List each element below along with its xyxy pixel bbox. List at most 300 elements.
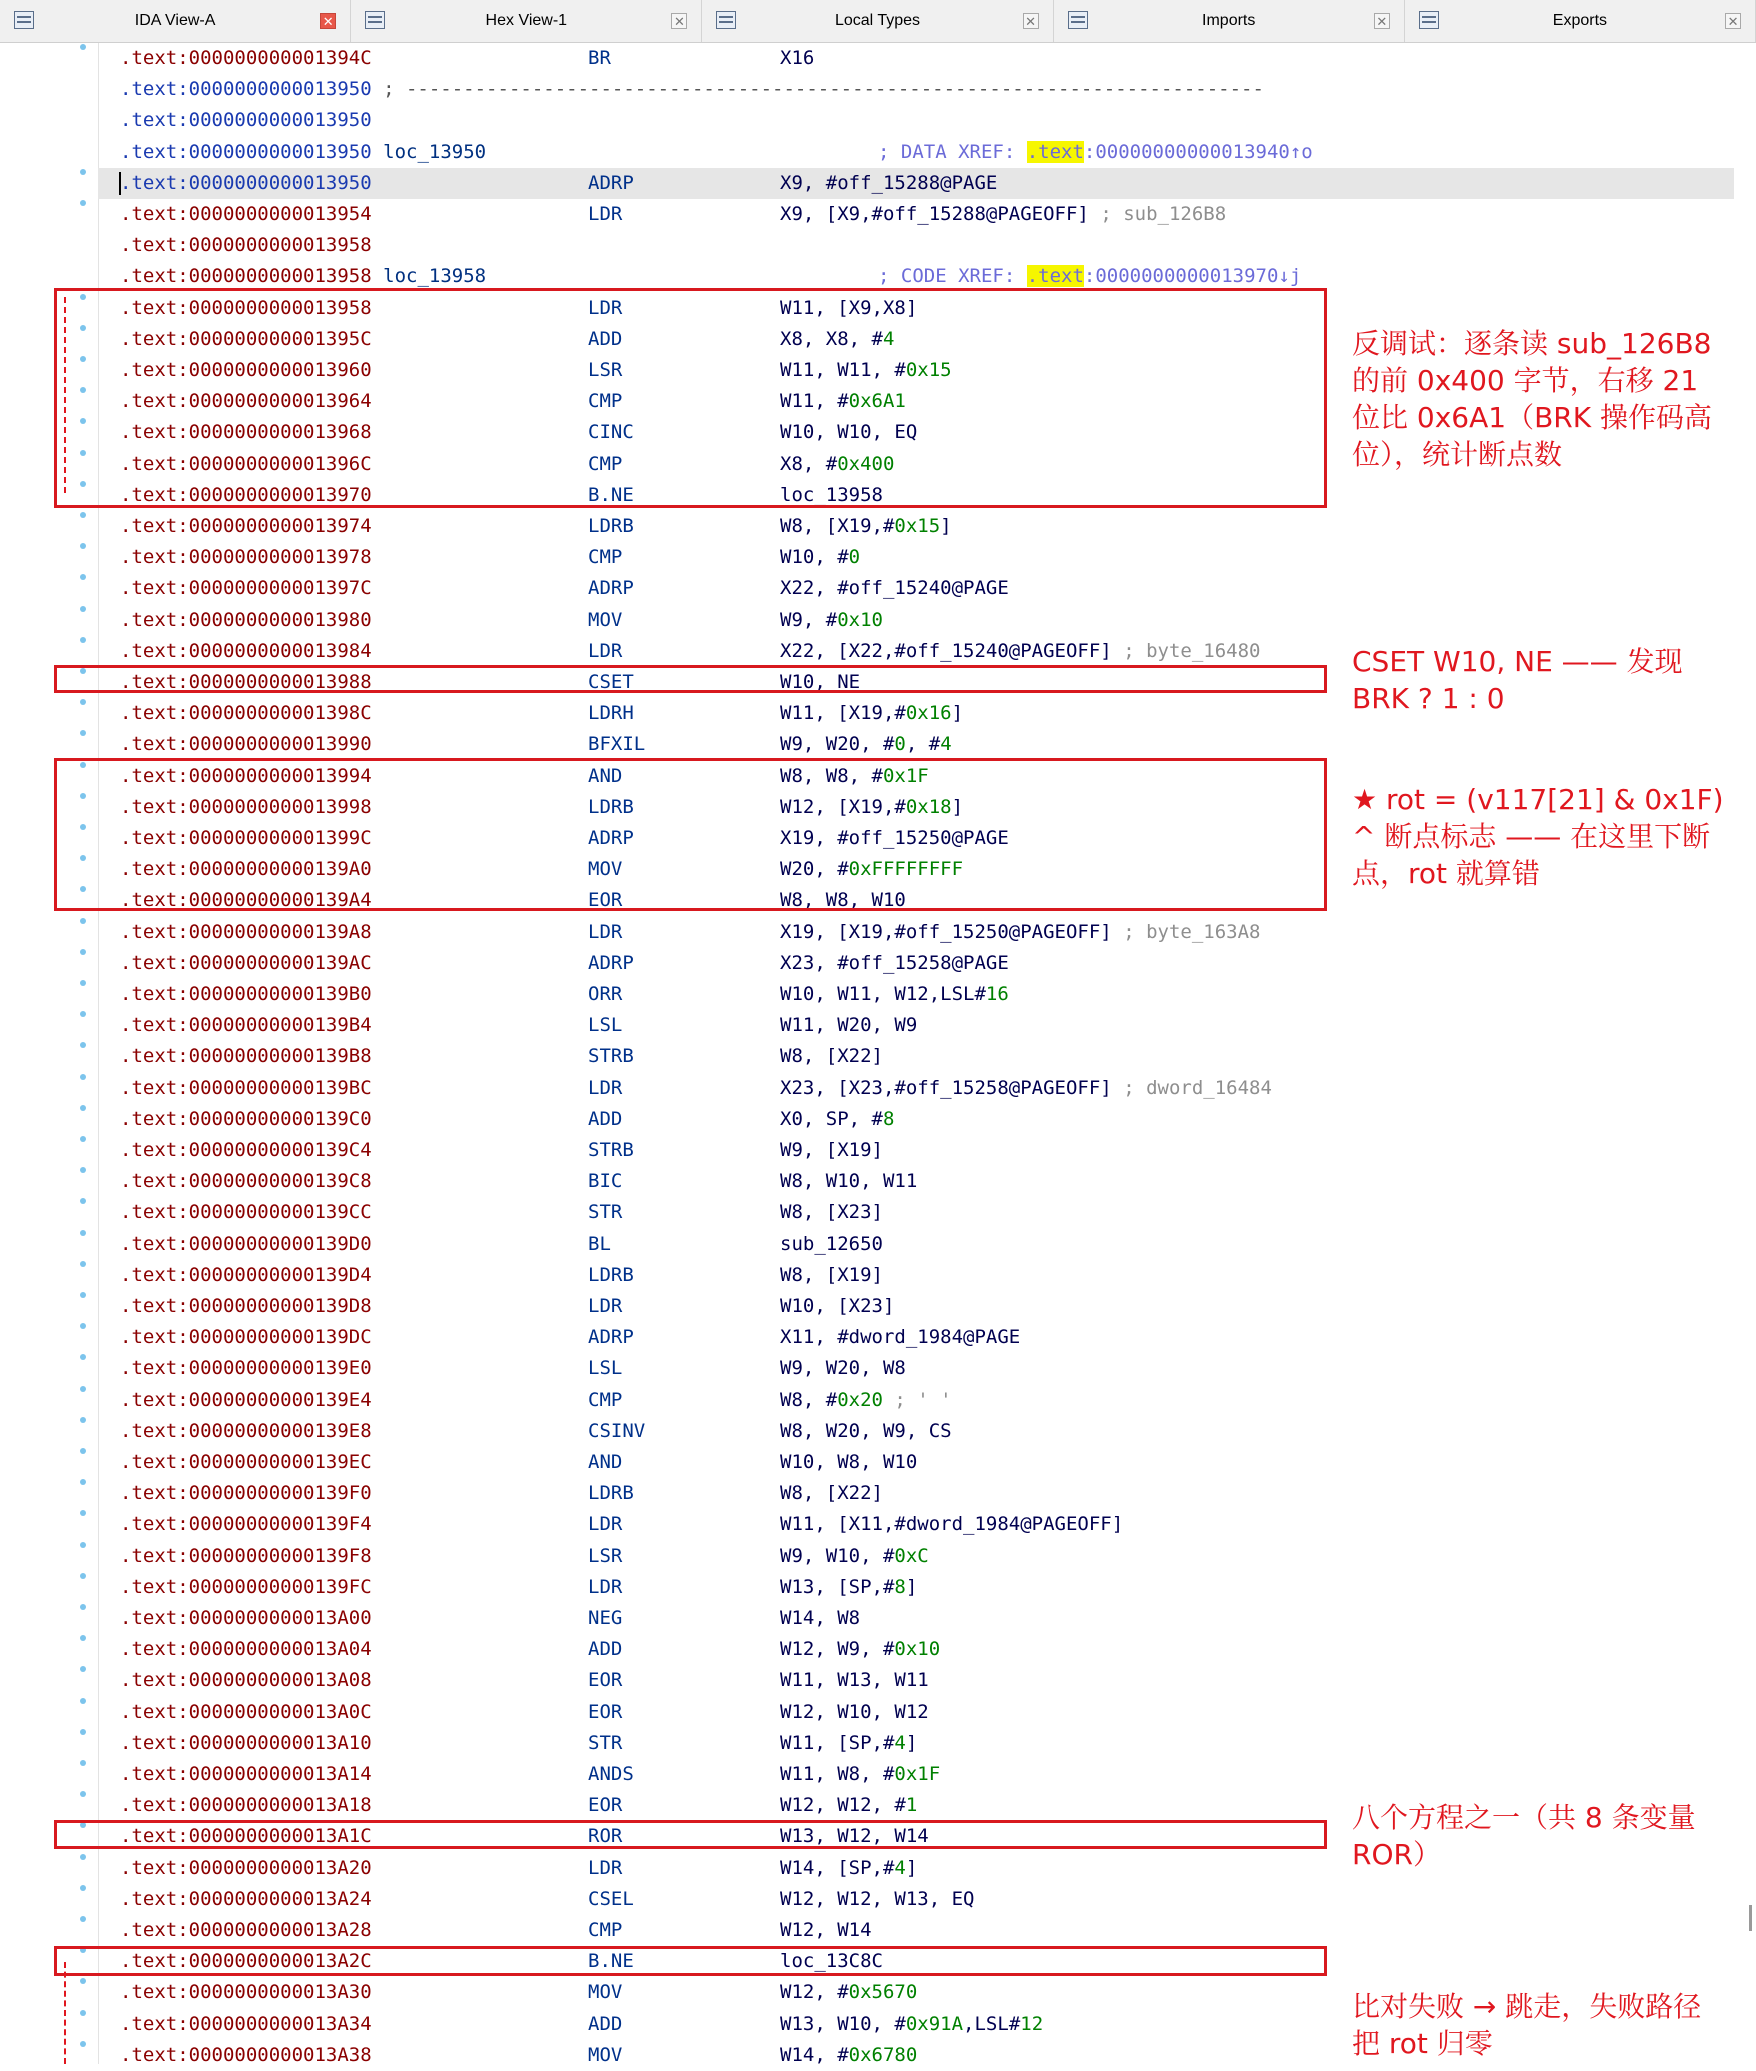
- address[interactable]: [120, 1977, 372, 2008]
- tab-ida-view-a[interactable]: [0, 0, 351, 42]
- address[interactable]: [120, 542, 372, 573]
- address[interactable]: [120, 1697, 372, 1728]
- listing-row[interactable]: [98, 1728, 1734, 1759]
- operands[interactable]: W12, #0x5670: [780, 1981, 918, 2004]
- listing-row[interactable]: [98, 1634, 1734, 1665]
- operands[interactable]: X11, #dword_1984@PAGE: [780, 1326, 1021, 1349]
- mnemonic: LSR: [588, 1544, 623, 1567]
- operands[interactable]: W11, [X9,X8]: [780, 296, 918, 319]
- operands[interactable]: W12, W12, W13, EQ: [780, 1887, 975, 1910]
- address-text: .text:00000000000139CC: [120, 1201, 372, 1224]
- address[interactable]: [120, 1603, 372, 1634]
- address-text: .text:0000000000013A20: [120, 1856, 372, 1879]
- listing-row[interactable]: [98, 1416, 1734, 1447]
- mnemonic: MOV: [588, 858, 623, 881]
- breakpoint-dot[interactable]: [80, 1760, 86, 1766]
- listing-row[interactable]: [98, 605, 1734, 636]
- listing-row[interactable]: [98, 1322, 1734, 1353]
- address[interactable]: [120, 636, 372, 667]
- address-text: .text:00000000000139C4: [120, 1139, 372, 1161]
- operands[interactable]: W10, W10, EQ: [780, 421, 918, 444]
- listing-row[interactable]: [98, 1260, 1734, 1291]
- anti-debug-note: 反调试：逐条读 sub_126B8 的前 0x400 字节，右移 21 位比 0x6A1（BRK 操作码高 位），统计断点数: [1352, 327, 1712, 471]
- address-text: .text:00000000000139D8: [120, 1295, 372, 1317]
- breakpoint-dot[interactable]: [80, 1417, 86, 1423]
- address[interactable]: [120, 168, 372, 199]
- address[interactable]: [120, 1104, 372, 1135]
- listing-row[interactable]: [98, 1073, 1734, 1104]
- close-icon[interactable]: ✕: [1725, 13, 1741, 29]
- address-text: .text:0000000000013A24: [120, 1887, 372, 1910]
- address-text: .text:0000000000013A10: [120, 1731, 372, 1754]
- address[interactable]: [120, 105, 372, 136]
- operands[interactable]: X9, [X9,#off_15288@PAGEOFF]: [780, 203, 1089, 225]
- operands[interactable]: sub_12650: [780, 1232, 883, 1255]
- breakpoint-dot[interactable]: [80, 44, 86, 50]
- mnemonic: AND: [588, 1451, 623, 1473]
- operands[interactable]: W20, #0xFFFFFFFF: [780, 858, 964, 881]
- breakpoint-dot[interactable]: [80, 1074, 86, 1080]
- operands[interactable]: X8, X8, #4: [780, 327, 895, 350]
- cset-box: [54, 665, 1327, 693]
- address[interactable]: [120, 2040, 372, 2071]
- address[interactable]: [120, 230, 372, 261]
- tab-label: Hex View-1: [485, 12, 568, 29]
- operands[interactable]: X22, #off_15240@PAGE: [780, 577, 1009, 600]
- address[interactable]: [120, 1385, 372, 1416]
- mnemonic: CSET: [588, 671, 634, 693]
- listing-row[interactable]: [98, 1572, 1734, 1603]
- operands[interactable]: W11, W11, #0x15: [780, 359, 952, 381]
- mnemonic: CMP: [588, 452, 623, 475]
- tab-hex-view-1[interactable]: [351, 0, 702, 42]
- breakpoint-dot[interactable]: [80, 606, 86, 612]
- mnemonic: LSR: [588, 359, 623, 381]
- listing-row[interactable]: [98, 43, 1734, 74]
- operands[interactable]: W10, W11, W12,LSL#16: [780, 983, 1009, 1005]
- mnemonic: LDRB: [588, 515, 634, 537]
- address[interactable]: [120, 137, 486, 168]
- address-text: .text:000000000001397C: [120, 577, 372, 600]
- address[interactable]: [120, 1665, 372, 1696]
- listing-row[interactable]: [98, 1104, 1734, 1135]
- address[interactable]: [120, 948, 372, 979]
- listing-row[interactable]: [98, 729, 1734, 760]
- tab-local-types[interactable]: [702, 0, 1053, 42]
- operands[interactable]: W8, [X22]: [780, 1045, 883, 1068]
- breakpoint-dot[interactable]: [80, 2010, 86, 2016]
- breakpoint-dot[interactable]: [80, 1729, 86, 1735]
- address[interactable]: [120, 1447, 372, 1478]
- listing-row[interactable]: [98, 1447, 1734, 1478]
- tab-imports[interactable]: [1054, 0, 1405, 42]
- mnemonic: ADRP: [588, 171, 634, 194]
- address-text: .text:0000000000013950: [120, 171, 372, 194]
- listing-row[interactable]: [98, 1759, 1734, 1790]
- address-text: .text:00000000000139E0: [120, 1357, 372, 1380]
- immediate-value: 0x400: [837, 452, 895, 475]
- operands[interactable]: W11, W20, W9: [780, 1014, 918, 1037]
- operands[interactable]: W12, W9, #0x10: [780, 1638, 941, 1661]
- operands[interactable]: X23, #off_15258@PAGE: [780, 951, 1009, 974]
- address-text: .text:0000000000013A14: [120, 1763, 372, 1785]
- listing-row[interactable]: [98, 105, 1734, 136]
- immediate-value: 0x1F: [882, 764, 929, 787]
- address[interactable]: [120, 1353, 372, 1384]
- address[interactable]: [120, 605, 372, 636]
- listing-row[interactable]: [98, 1229, 1734, 1260]
- address-text: .text:00000000000139F8: [120, 1544, 372, 1567]
- operands[interactable]: W14, [SP,#4]: [780, 1856, 918, 1879]
- operands[interactable]: X8, #0x400: [780, 452, 895, 475]
- operands[interactable]: W14, #0x6780: [780, 2043, 918, 2066]
- mnemonic: MOV: [588, 1981, 623, 2004]
- operands[interactable]: loc_13958: [780, 483, 883, 506]
- listing-row[interactable]: [98, 542, 1734, 573]
- mnemonic: CMP: [588, 546, 623, 569]
- address[interactable]: [120, 1260, 372, 1291]
- breakpoint-dot[interactable]: [80, 1604, 86, 1610]
- code-label[interactable]: loc_13958: [383, 265, 487, 288]
- address-text: .text:0000000000013974: [120, 515, 372, 537]
- operands[interactable]: X16: [780, 47, 815, 69]
- breakpoint-dot[interactable]: [80, 1854, 86, 1860]
- mnemonic: LDR: [588, 1295, 623, 1317]
- listing-row[interactable]: [98, 230, 1734, 261]
- mnemonic: EOR: [588, 1700, 623, 1723]
- operands[interactable]: W10, W8, W10: [780, 1451, 918, 1473]
- address-text: .text:00000000000139F4: [120, 1513, 372, 1536]
- address-text: .text:0000000000013978: [120, 546, 372, 569]
- mnemonic: STRB: [588, 1139, 634, 1161]
- breakpoint-dot[interactable]: [80, 1916, 86, 1922]
- comment: ; dword_16484: [1123, 1076, 1272, 1099]
- immediate-value: 0x10: [894, 1638, 941, 1661]
- close-icon[interactable]: ✕: [1023, 13, 1039, 29]
- listing-row[interactable]: [98, 1166, 1734, 1197]
- operands[interactable]: W12, W10, W12: [780, 1700, 929, 1723]
- mnemonic: CMP: [588, 1388, 623, 1411]
- listing-row[interactable]: [98, 1509, 1734, 1540]
- breakpoint-dot[interactable]: [80, 1105, 86, 1111]
- address-text: .text:0000000000013958: [120, 265, 372, 288]
- operands[interactable]: W12, W12, #1: [780, 1794, 918, 1817]
- operands[interactable]: W8, #0x20: [780, 1388, 883, 1411]
- listing-row[interactable]: [98, 137, 1734, 168]
- address[interactable]: [120, 1041, 372, 1072]
- address[interactable]: [120, 979, 372, 1010]
- mnemonic: CMP: [588, 1919, 623, 1941]
- mnemonic: ADD: [588, 1107, 623, 1130]
- immediate-value: 0x15: [894, 515, 941, 537]
- mnemonic: ADRP: [588, 827, 634, 849]
- breakpoint-dot[interactable]: [80, 1573, 86, 1579]
- address[interactable]: [120, 1478, 372, 1509]
- operands[interactable]: W10, [X23]: [780, 1295, 895, 1317]
- address[interactable]: [120, 1572, 372, 1603]
- address-text: .text:0000000000013A30: [120, 1981, 372, 2004]
- mnemonic: STR: [588, 1731, 623, 1754]
- address[interactable]: [120, 917, 372, 948]
- operands[interactable]: W13, [SP,#8]: [780, 1575, 918, 1598]
- listing-row[interactable]: [98, 511, 1734, 542]
- comment: ; sub_126B8: [1100, 203, 1227, 225]
- immediate-value: 4: [894, 1856, 906, 1879]
- listing-row[interactable]: [98, 1603, 1734, 1634]
- listing-row[interactable]: [98, 1385, 1734, 1416]
- operands[interactable]: W8, [X19]: [780, 1263, 883, 1286]
- listing-row[interactable]: [98, 1478, 1734, 1509]
- address-text: .text:0000000000013950: [120, 78, 372, 101]
- branch-arrow: [64, 1962, 66, 2064]
- mnemonic: ADRP: [588, 577, 634, 600]
- address[interactable]: [120, 199, 372, 230]
- address[interactable]: [120, 1135, 372, 1166]
- immediate-value: 8: [882, 1107, 895, 1130]
- address[interactable]: [120, 2009, 372, 2040]
- immediate-value: 0x16: [905, 702, 952, 725]
- listing-row[interactable]: [98, 948, 1734, 979]
- immediate-value: 0x91A: [905, 2012, 964, 2035]
- operands[interactable]: W9, [X19]: [780, 1139, 883, 1161]
- address-text: .text:00000000000139E4: [120, 1388, 372, 1411]
- operands[interactable]: W9, W20, #0, #4: [780, 733, 952, 756]
- address-text: .text:0000000000013950: [120, 109, 372, 132]
- address[interactable]: [120, 1416, 372, 1447]
- listing-row[interactable]: [98, 1697, 1734, 1728]
- mnemonic: LDR: [588, 920, 623, 943]
- listing-row[interactable]: [98, 1541, 1734, 1572]
- mnemonic: ADD: [588, 2012, 623, 2035]
- listing-row[interactable]: [98, 1010, 1734, 1041]
- operands[interactable]: W10, #0: [780, 546, 861, 569]
- listing-row[interactable]: [98, 1353, 1734, 1384]
- mnemonic: LDR: [588, 203, 623, 225]
- immediate-value: 16: [985, 983, 1009, 1005]
- operands[interactable]: W11, W13, W11: [780, 1669, 929, 1692]
- operands[interactable]: W9, #0x10: [780, 608, 883, 631]
- operands[interactable]: X22, [X22,#off_15240@PAGEOFF]: [780, 639, 1112, 662]
- mnemonic: LDR: [588, 1076, 623, 1099]
- operands[interactable]: W12, [X19,#0x18]: [780, 795, 964, 818]
- address[interactable]: [120, 1073, 372, 1104]
- operands[interactable]: W9, W10, #0xC: [780, 1544, 929, 1567]
- address[interactable]: [120, 1853, 372, 1884]
- operands[interactable]: X9, #off_15288@PAGE: [780, 171, 998, 194]
- breakpoint-dot[interactable]: [80, 1885, 86, 1891]
- operands[interactable]: W11, #0x6A1: [780, 390, 906, 413]
- address-text: .text:00000000000139DC: [120, 1326, 372, 1349]
- address-text: .text:0000000000013984: [120, 639, 372, 662]
- address[interactable]: [120, 1884, 372, 1915]
- address-text: .text:00000000000139B8: [120, 1045, 372, 1068]
- address-text: .text:0000000000013970: [120, 483, 372, 506]
- code-label[interactable]: loc_13950: [383, 140, 487, 163]
- address-text: .text:000000000001394C: [120, 47, 372, 69]
- address-text: .text:0000000000013988: [120, 671, 372, 693]
- listing-row[interactable]: [98, 1665, 1734, 1696]
- highlighted-segment: .text: [1026, 265, 1084, 288]
- immediate-value: 0x20: [837, 1388, 883, 1411]
- operands[interactable]: X0, SP, #8: [780, 1107, 895, 1130]
- operands[interactable]: W13, W12, W14: [780, 1825, 929, 1848]
- address[interactable]: [120, 1291, 372, 1322]
- mnemonic: CSEL: [588, 1887, 634, 1910]
- address-text: .text:0000000000013A18: [120, 1794, 372, 1817]
- operands[interactable]: W11, [SP,#4]: [780, 1731, 918, 1754]
- listing-row[interactable]: [98, 1291, 1734, 1322]
- loop-back-arrow: [64, 297, 66, 493]
- address[interactable]: [120, 74, 1264, 105]
- address[interactable]: [120, 511, 372, 542]
- listing-row[interactable]: [98, 1884, 1734, 1915]
- mnemonic: LDR: [588, 639, 623, 662]
- breakpoint-dot[interactable]: [80, 1698, 86, 1704]
- xref-comment[interactable]: ; CODE XREF: .text:0000000000013970↓j: [878, 265, 1302, 288]
- immediate-value: 0x10: [837, 608, 883, 631]
- mnemonic: BIC: [588, 1170, 623, 1193]
- breakpoint-dot[interactable]: [80, 1542, 86, 1548]
- operands[interactable]: W14, W8: [780, 1607, 861, 1629]
- mnemonic: BFXIL: [588, 733, 646, 756]
- address[interactable]: [120, 1759, 372, 1790]
- breakpoint-dot[interactable]: [80, 1386, 86, 1392]
- address[interactable]: [120, 1322, 372, 1353]
- operands[interactable]: W8, W10, W11: [780, 1170, 918, 1193]
- address[interactable]: [120, 729, 372, 760]
- operands[interactable]: W13, W10, #0x91A,LSL#12: [780, 2012, 1044, 2035]
- mnemonic: ADD: [588, 1638, 623, 1661]
- operands[interactable]: W12, W14: [780, 1919, 872, 1941]
- breakpoint-dot[interactable]: [80, 918, 86, 924]
- operands[interactable]: W11, [X11,#dword_1984@PAGEOFF]: [780, 1513, 1124, 1536]
- address[interactable]: [120, 573, 372, 604]
- address[interactable]: [120, 1197, 372, 1228]
- close-icon[interactable]: ✕: [1374, 13, 1390, 29]
- address[interactable]: [120, 1166, 372, 1197]
- operands[interactable]: X19, #off_15250@PAGE: [780, 827, 1009, 849]
- breakpoint-dot[interactable]: [80, 2041, 86, 2047]
- breakpoint-dot[interactable]: [80, 169, 86, 175]
- equation-note: 八个方程之一（共 8 条变量 ROR）: [1352, 1801, 1696, 1871]
- immediate-value: 8: [894, 1575, 906, 1598]
- mnemonic: LDR: [588, 1513, 623, 1536]
- listing-row[interactable]: [98, 199, 1734, 230]
- address[interactable]: [120, 1229, 372, 1260]
- address[interactable]: [120, 1509, 372, 1540]
- mnemonic: CMP: [588, 390, 623, 413]
- anti-debug-loop-box: [54, 288, 1327, 508]
- operands[interactable]: W8, [X22]: [780, 1482, 883, 1505]
- mnemonic: B.NE: [588, 483, 634, 506]
- breakpoint-dot[interactable]: [80, 1230, 86, 1236]
- mnemonic: ROR: [588, 1825, 623, 1848]
- immediate-value: 0: [894, 733, 906, 756]
- breakpoint-dot[interactable]: [80, 949, 86, 955]
- mnemonic: EOR: [588, 1794, 623, 1817]
- operands[interactable]: W8, W8, W10: [780, 889, 906, 912]
- address-text: .text:0000000000013990: [120, 733, 372, 756]
- operands[interactable]: X23, [X23,#off_15258@PAGEOFF]: [780, 1076, 1112, 1099]
- close-icon[interactable]: ✕: [320, 13, 336, 29]
- breakpoint-dot[interactable]: [80, 200, 86, 206]
- address-text: .text:0000000000013954: [120, 203, 372, 225]
- address-text: .text:0000000000013998: [120, 795, 372, 818]
- breakpoint-dot[interactable]: [80, 637, 86, 643]
- address-text: .text:000000000001399C: [120, 827, 372, 849]
- operands[interactable]: W9, W20, W8: [780, 1357, 906, 1380]
- address-text: .text:00000000000139A4: [120, 889, 372, 912]
- address-text: .text:000000000001396C: [120, 452, 372, 475]
- operands[interactable]: W11, [X19,#0x16]: [780, 702, 964, 725]
- listing-row[interactable]: [98, 1915, 1734, 1946]
- address[interactable]: [120, 1915, 372, 1946]
- operands[interactable]: W8, [X19,#0x15]: [780, 515, 952, 537]
- xref-comment[interactable]: ; DATA XREF: .text:00000000000013940↑o: [878, 140, 1313, 163]
- immediate-value: 0xFFFFFFFF: [848, 858, 964, 881]
- address[interactable]: [120, 1010, 372, 1041]
- close-icon[interactable]: ✕: [671, 13, 687, 29]
- mnemonic: MOV: [588, 608, 623, 631]
- listing-row[interactable]: [98, 917, 1734, 948]
- mnemonic: LDR: [588, 1575, 623, 1598]
- address[interactable]: [120, 698, 372, 729]
- breakpoint-dot[interactable]: [80, 1292, 86, 1298]
- address-text: .text:0000000000013958: [120, 296, 372, 319]
- operands[interactable]: W10, NE: [780, 671, 861, 693]
- address-text: .text:00000000000139C8: [120, 1170, 372, 1193]
- listing-row[interactable]: [98, 979, 1734, 1010]
- address[interactable]: [120, 1728, 372, 1759]
- tab-exports[interactable]: [1405, 0, 1756, 42]
- listing-row[interactable]: [98, 1135, 1734, 1166]
- address-text: .text:0000000000013960: [120, 359, 372, 381]
- breakpoint-dot[interactable]: [80, 980, 86, 986]
- breakpoint-dot[interactable]: [80, 1136, 86, 1142]
- operands[interactable]: W8, W8, #0x1F: [780, 764, 929, 787]
- address[interactable]: [120, 43, 372, 74]
- scrollbar-thumb[interactable]: [1749, 1905, 1752, 1931]
- address-text: .text:0000000000013A08: [120, 1669, 372, 1692]
- operands[interactable]: W8, [X23]: [780, 1201, 883, 1224]
- listing-row[interactable]: [98, 168, 1734, 199]
- breakpoint-dot[interactable]: [80, 1448, 86, 1454]
- address-text: .text:0000000000013980: [120, 608, 372, 631]
- listing-row[interactable]: [98, 1197, 1734, 1228]
- mnemonic: LDRB: [588, 1482, 634, 1505]
- address-text: .text:0000000000013964: [120, 390, 372, 413]
- operands[interactable]: loc_13C8C: [780, 1950, 883, 1973]
- mnemonic: STRB: [588, 1045, 634, 1068]
- operands[interactable]: W11, W8, #0x1F: [780, 1763, 941, 1785]
- address[interactable]: [120, 1541, 372, 1572]
- listing-row[interactable]: [98, 74, 1734, 105]
- comment: ; byte_163A8: [1123, 920, 1261, 943]
- breakpoint-dot[interactable]: [80, 1261, 86, 1267]
- address[interactable]: [120, 1790, 372, 1821]
- breakpoint-dot[interactable]: [80, 512, 86, 518]
- mnemonic: B.NE: [588, 1950, 634, 1973]
- address-text: .text:0000000000013A28: [120, 1919, 372, 1941]
- listing-row[interactable]: [98, 1041, 1734, 1072]
- address[interactable]: [120, 1634, 372, 1665]
- operands[interactable]: W8, W20, W9, CS: [780, 1419, 952, 1442]
- operands[interactable]: X19, [X19,#off_15250@PAGEOFF]: [780, 920, 1112, 943]
- listing-row[interactable]: [98, 573, 1734, 604]
- address-text: .text:0000000000013994: [120, 764, 372, 787]
- immediate-value: 0x18: [905, 795, 952, 818]
- address-text: .text:00000000000139E8: [120, 1419, 372, 1442]
